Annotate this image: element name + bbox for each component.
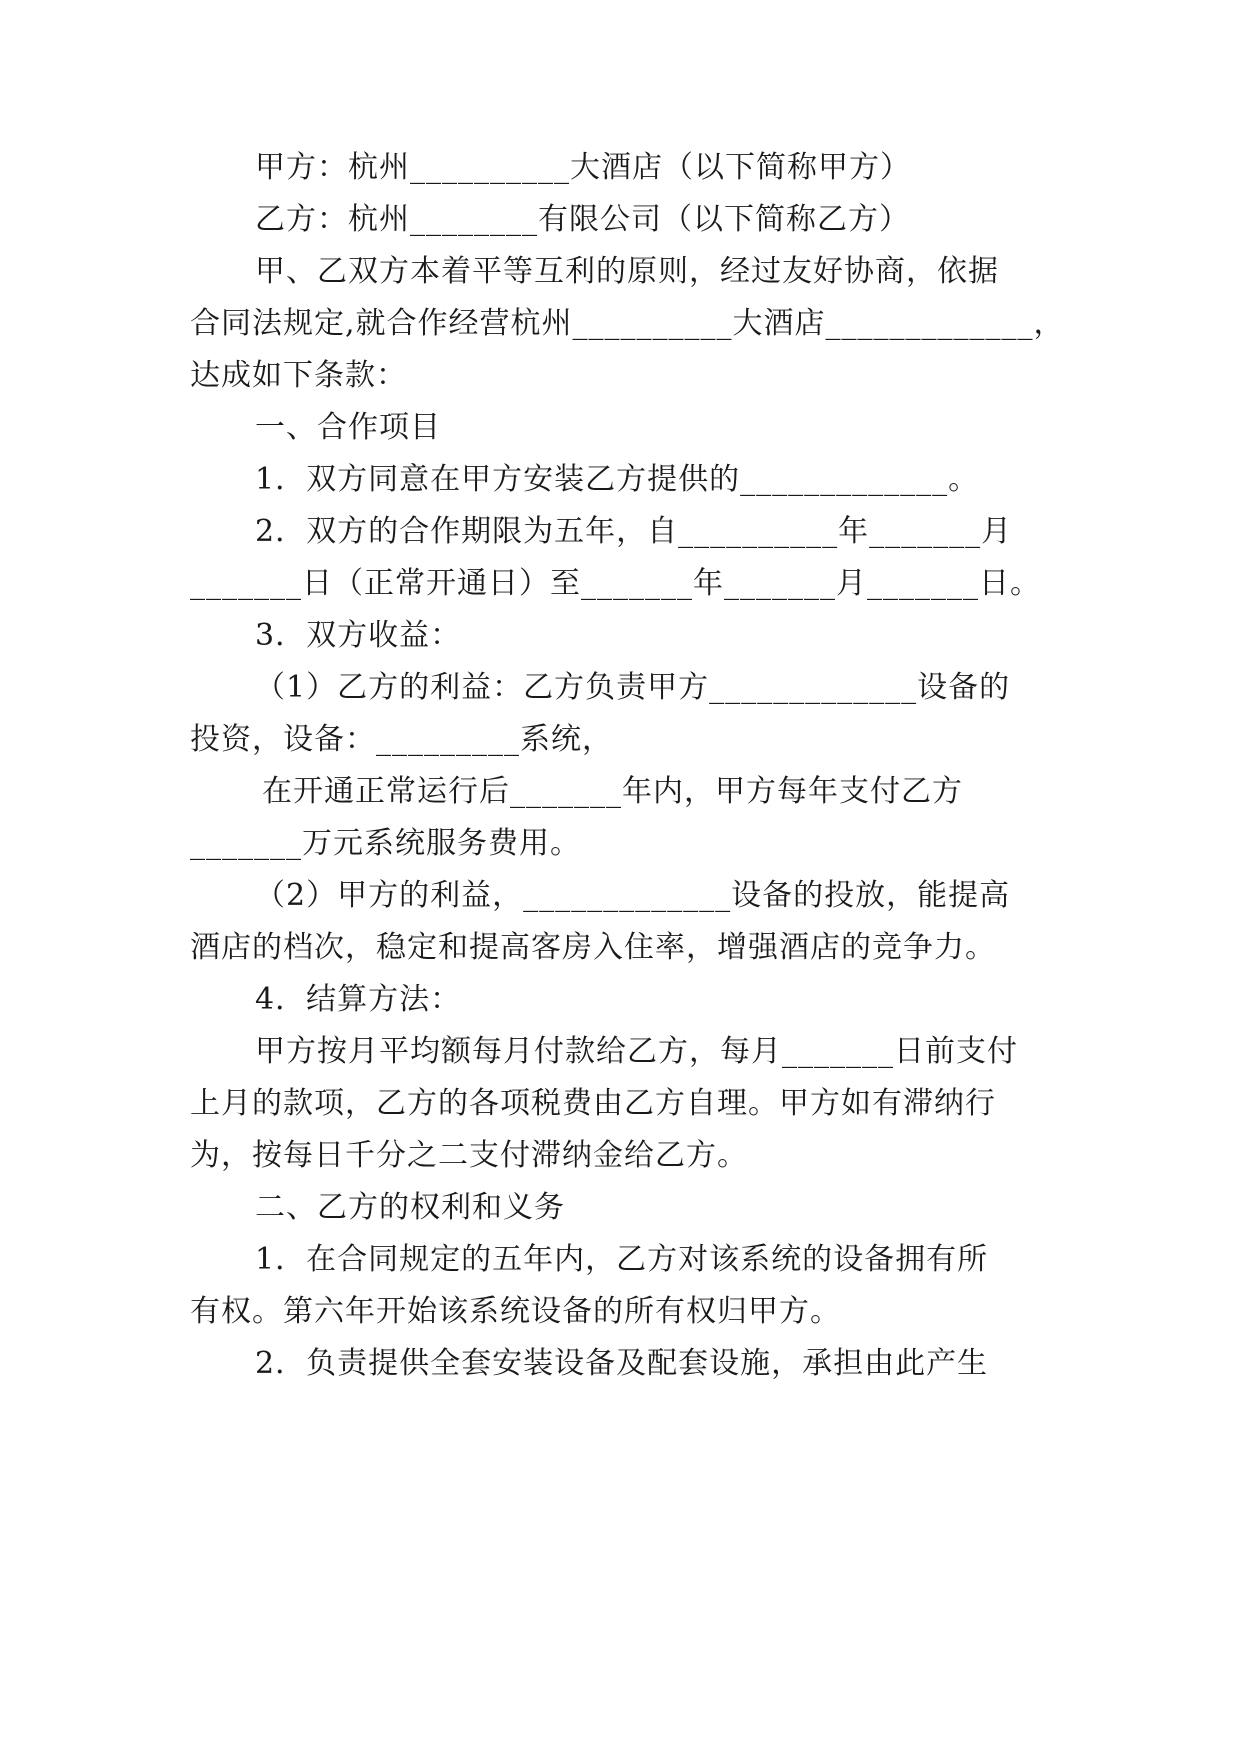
party-a-line: 甲方：杭州__________大酒店（以下简称甲方） (255, 150, 911, 185)
clause-1-4-line-2: 上月的款项，乙方的各项税费由乙方自理。甲方如有滞纳行 (190, 1086, 996, 1121)
party-b-line: 乙方：杭州________有限公司（以下简称乙方） (255, 202, 910, 237)
clause-1-3-2-line-1: （2）甲方的利益，_____________设备的投放，能提高 (255, 878, 1011, 913)
clause-1-3-1-line-1: （1）乙方的利益：乙方负责甲方_____________设备的 (255, 670, 1011, 705)
preamble-line-1: 甲、乙双方本着平等互利的原则，经过友好协商，依据 (255, 254, 999, 289)
clause-1-2-line-2: _______日（正常开通日）至_______年_______月_______日。 (190, 566, 1041, 601)
clause-2-1-line-1: 1．在合同规定的五年内，乙方对该系统的设备拥有所 (255, 1242, 989, 1277)
clause-1-2-line-1: 2．双方的合作期限为五年，自__________年_______月 (255, 514, 1013, 549)
clause-1-3-1-line-2: 投资，设备：_________系统， (190, 722, 613, 757)
clause-1-3-2-line-2: 酒店的档次，稳定和提高客房入住率，增强酒店的竞争力。 (190, 930, 996, 965)
clause-1-4-line-3: 为，按每日千分之二支付滞纳金给乙方。 (190, 1138, 748, 1173)
clause-1-4: 4．结算方法： (255, 982, 462, 1017)
clause-2-1-line-2: 有权。第六年开始该系统设备的所有权归甲方。 (190, 1294, 841, 1329)
clause-1-4-line-1: 甲方按月平均额每月付款给乙方，每月_______日前支付 (255, 1034, 1018, 1069)
preamble-line-3: 达成如下条款： (190, 358, 407, 393)
section-heading-1: 一、合作项目 (255, 410, 441, 445)
clause-2-2-line-1: 2．负责提供全套安装设备及配套设施，承担由此产生 (255, 1346, 989, 1381)
preamble-line-2: 合同法规定,就合作经营杭州__________大酒店_____________， (190, 306, 1065, 341)
clause-1-3: 3．双方收益： (255, 618, 462, 653)
clause-1-3-1-line-3: 在开通正常运行后_______年内，甲方每年支付乙方 (262, 774, 963, 809)
clause-1-1: 1．双方同意在甲方安装乙方提供的_____________。 (255, 462, 980, 497)
clause-1-3-1-line-4: _______万元系统服务费用。 (190, 826, 581, 861)
section-heading-2: 二、乙方的权利和义务 (255, 1190, 565, 1225)
